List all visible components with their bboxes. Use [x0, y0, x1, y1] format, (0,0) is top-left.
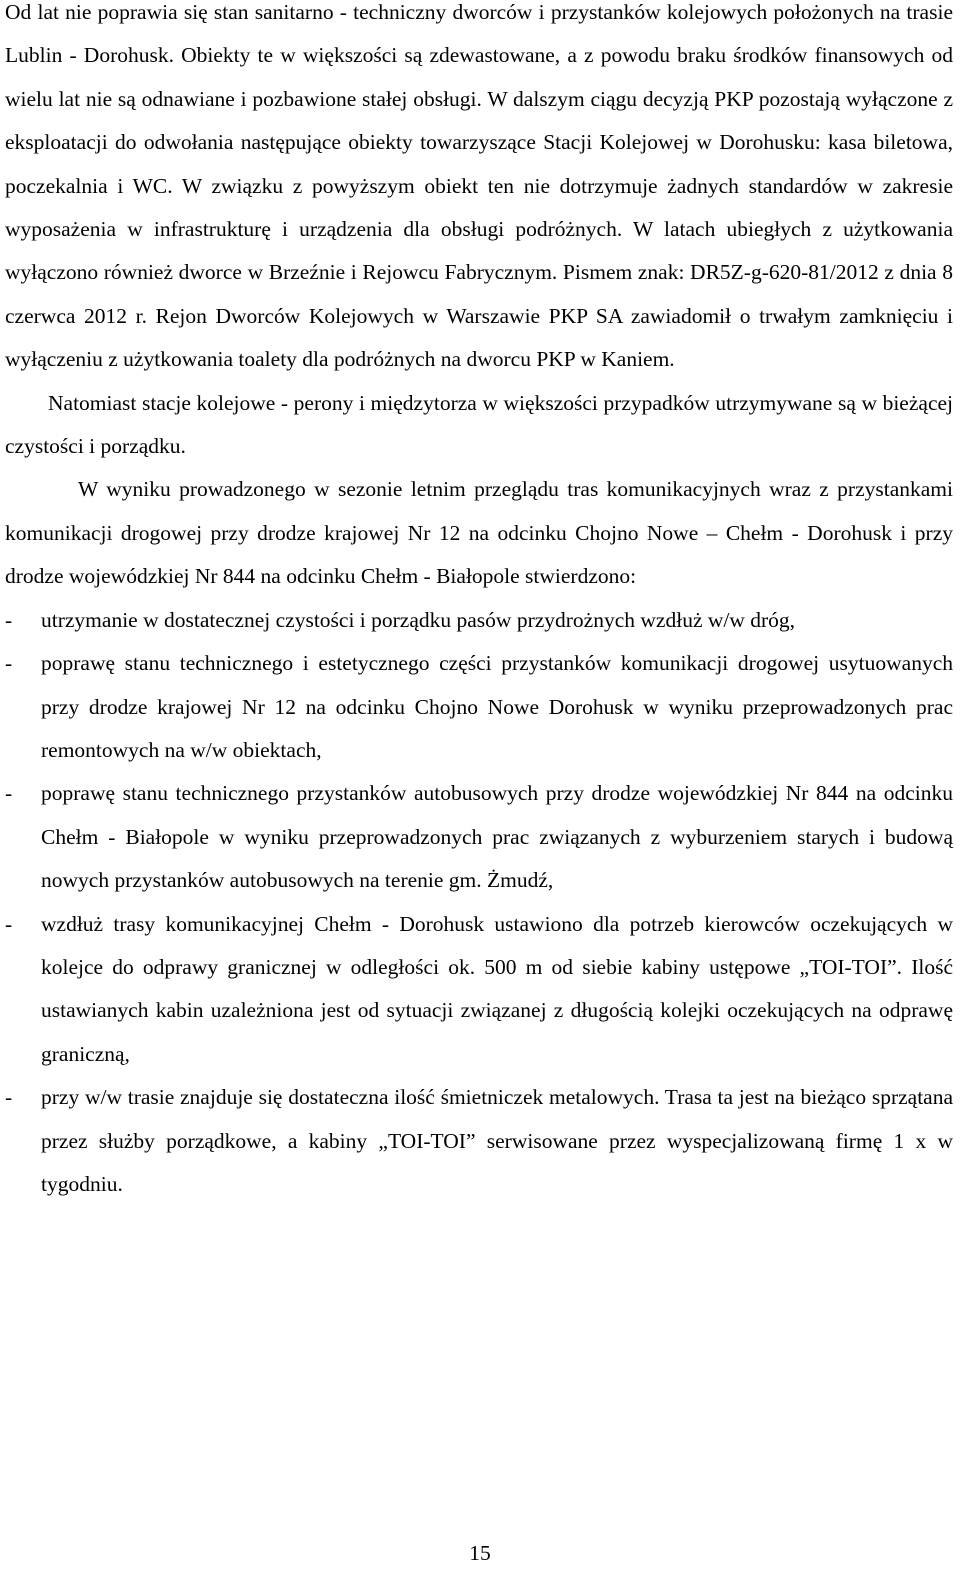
list-item [5, 599, 953, 642]
page-number: 15 [469, 1541, 491, 1565]
bullet-dash: - [5, 781, 13, 806]
paragraph-stations: Od lat nie poprawia się stan sanitarno - techniczny dworców i przystanków kolejowych położonych na trasie Lublin - Dorohusk. Obiekty te w większości są zdewastowane, a z powodu braku środków finansowych od wielu lat nie są odnawiane i pozbawione stałej obsługi. W dalszym ciągu decyzją PKP pozostają wyłączone z eksploatacji do odwołania następujące obiekty towarzyszące Stacji Kolejowej w Dorohusku: kasa biletowa, poczekalnia i WC. W związku z powyższym obiekt ten nie dotrzymuje żadnych standardów w zakresie wyposażenia w infrastrukturę i urządzenia dla obsługi podróżnych. W latach ubiegłych z użytkowania wyłączono również dworce w Brzeźnie i Rejowcu Fabrycznym. Pismem znak: DR5Z-g-620-81/2012 z dnia 8 czerwca 2012 r. Rejon Dworców Kolejowych w Warszawie PKP SA zawiadomił o trwałym zamknięciu i wyłączeniu z użytkowania toalety dla podróżnych na dworcu PKP w Kaniem. [5, 0, 953, 372]
bullet-dash: - [5, 651, 13, 676]
bullet-dash: - [5, 607, 13, 632]
list-item [5, 642, 953, 772]
list-item [5, 772, 953, 902]
document-body [5, 0, 953, 1206]
list-item-text: wzdłuż trasy komunikacyjnej Chełm - Dorohusk ustawiono dla potrzeb kierowców oczekujących w kolejce do odprawy granicznej w odległości ok. 500 m od siebie kabiny ustępowe „TOI-TOI”. Ilość ustawianych kabin uzależniona jest od sytuacji związanej z długością kolejki oczekujących na odprawę graniczną, [41, 911, 953, 1066]
list-item-text: utrzymanie w dostatecznej czystości i porządku pasów przydrożnych wzdłuż w/w dróg, [41, 607, 796, 632]
paragraph-road-inspection: W wyniku prowadzonego w sezonie letnim przeglądu tras komunikacyjnych wraz z przystankami komunikacji drogowej przy drodze krajowej Nr 12 na odcinku Chojno Nowe – Chełm - Dorohusk i przy drodze wojewódzkiej Nr 844 na odcinku Chełm - Białopole stwierdzono: [5, 477, 953, 589]
list-item [5, 1076, 953, 1206]
bullet-dash: - [5, 911, 13, 936]
list-item-text: przy w/w trasie znajduje się dostateczna ilość śmietniczek metalowych. Trasa ta jest na bieżąco sprzątana przez służby porządkowe, a kabiny „TOI-TOI” serwisowane przez wyspecjalizowaną firmę 1 x w tygodniu. [41, 1085, 953, 1196]
paragraph-platforms: Natomiast stacje kolejowe - perony i międzytorza w większości przypadków utrzymywane są w bieżącej czystości i porządku. [5, 390, 953, 459]
list-item-text: poprawę stanu technicznego i estetycznego części przystanków komunikacji drogowej usytuowanych przy drodze krajowej Nr 12 na odcinku Chojno Nowe Dorohusk w wyniku przeprowadzonych prac remontowych na w/w obiektach, [41, 651, 953, 762]
bullet-dash: - [5, 1085, 13, 1110]
list-item [5, 903, 953, 1077]
findings-list [5, 599, 953, 1207]
list-item-text: poprawę stanu technicznego przystanków autobusowych przy drodze wojewódzkiej Nr 844 na odcinku Chełm - Białopole w wyniku przeprowadzonych prac związanych z wyburzeniem starych i budową nowych przystanków autobusowych na terenie gm. Żmudź, [41, 781, 953, 893]
